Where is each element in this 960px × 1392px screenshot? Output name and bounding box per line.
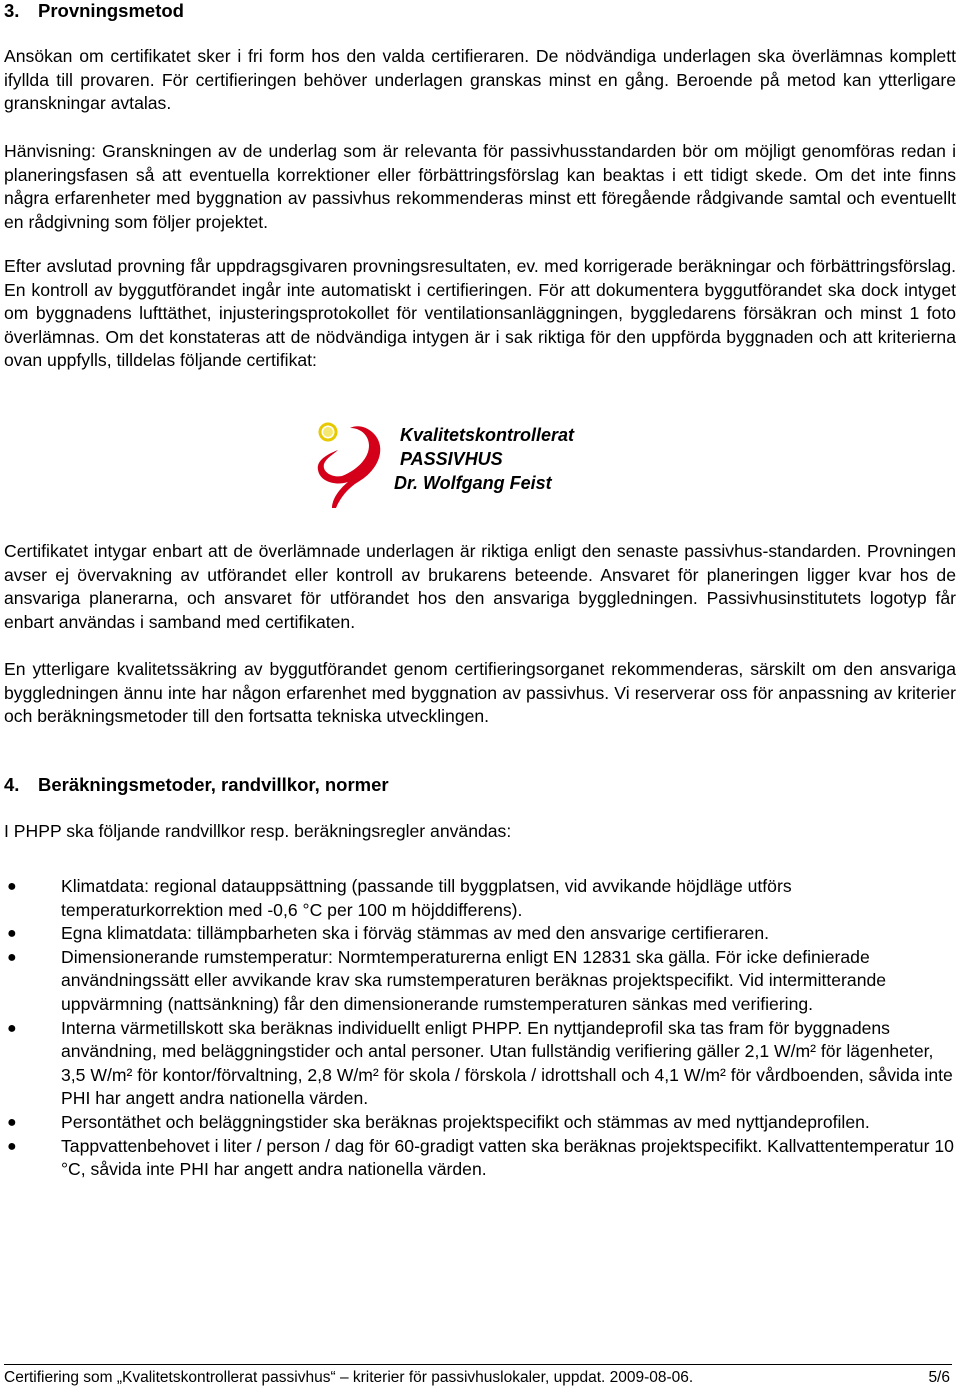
list-item: ● Persontäthet och beläggningstider ska beräknas projektspecifikt och stämmas av med nyttjandeprofilen.	[4, 1111, 956, 1135]
list-item: ● Tappvattenbehovet i liter / person / dag för 60-gradigt vatten ska beräknas projektspecifikt. Kallvattentemperatur 10 °C, såvida inte PHI har angett andra nationella värden.	[7, 1135, 954, 1180]
paragraph-reference: Hänvisning: Granskningen av de underlag som är relevanta för passivhusstandarden bör om möjligt genomföras redan i planeringsfasen så att eventuella korrektioner eller förbättringsförslag kan beaktas i ett tidigt skede. Om det inte finns några erfarenheter med byggnation av passivhus rekommenderas minst ett föregående rådgivande samtal och eventuellt en rådgivning som följer projektet.	[4, 141, 956, 232]
logo-line-3: Dr. Wolfgang Feist	[394, 473, 552, 493]
section-number: 4.	[4, 774, 20, 795]
page-footer	[4, 1368, 952, 1388]
paragraph-certificate-scope: Certifikatet intygar enbart att de överlämnade underlagen är riktiga enligt den senaste passivhus-standarden. Provningen avser ej övervakning av utförandet eller kontroll av brukarens beteende. Ansvaret för planeringen ligger kvar hos de ansvariga planerarna, och ansvaret för utförandet hos den ansvariga byggledningen. Passivhusinstitutets logotyp får enbart användas i samband med certifikaten.	[4, 541, 956, 632]
section-3-heading	[4, 0, 184, 22]
list-item: ● Klimatdata: regional datauppsättning (passande till byggplatsen, vid avvikande höjdläge utförs temperaturkorrektion med -0,6 °C per 100 m höjddifferens).	[7, 876, 792, 920]
footer-text: Certifiering som „Kvalitetskontrollerat passivhus“ – kriterier för passivhuslokaler, uppdat. 2009-08-06.	[4, 1369, 694, 1386]
list-item: ● Egna klimatdata: tillämpbarheten ska i förväg stämmas av med den ansvarige certifieraren.	[4, 922, 956, 946]
bullet-icon: ●	[7, 948, 17, 966]
logo-line-1: Kvalitetskontrollerat	[400, 425, 575, 445]
logo-line-2: PASSIVHUS	[400, 449, 503, 469]
paragraph-phpp-intro: I PHPP ska följande randvillkor resp. beräkningsregler användas:	[4, 821, 512, 841]
section-number: 3.	[4, 0, 20, 21]
section-4-heading	[4, 774, 389, 796]
paragraph-quality-assurance: En ytterligare kvalitetssäkring av byggutförandet genom certifieringsorganet rekommenderas, särskilt om den ansvariga byggledningen ännu inte har någon erfarenhet med byggnation av passivhus. Vi reserverar oss för anpassning av kriterier och beräkningsmetoder till den fortsatta tekniska utvecklingen.	[4, 659, 956, 727]
bullet-icon: ●	[7, 1113, 17, 1131]
list-item: ● Interna värmetillskott ska beräknas individuellt enligt PHPP. En nyttjandeprofil ska tas fram för byggnadens användning, med beläggningstider och antal personer. Utan fullständig verifiering gäller 2,1 W/m² för lägenheter, 3,5 W/m² för kontor/förvaltning, 2,8 W/m² för skola / förskola / idrottshall och 4,1 W/m² för vårdboenden, såvida inte PHI har angett andra nationella värden.	[7, 1017, 953, 1109]
section-title: Provningsmetod	[38, 0, 184, 21]
paragraph-after-testing: Efter avslutad provning får uppdragsgivaren provningsresultaten, ev. med korrigerade beräkningar och förbättringsförslag. En kontroll av byggutförandet ingår inte automatiskt i certifieringen. För att dokumentera byggutförandet ska dock intyget om byggnadens lufttäthet, injusteringsprotokollet för ventilationsanläggningen, byggledarens försäkran och minst 1 foto överlämnas. Om det konstateras att de nödvändiga intygen är i sak riktiga för den uppförda byggnaden och att kriterierna ovan uppfylls, tilldelas följande certifikat:	[4, 256, 956, 371]
paragraph-application: Ansökan om certifikatet sker i fri form hos den valda certifieraren. De nödvändiga underlagen ska överlämnas komplett ifyllda till provaren. För certifieringen behöver underlagen granskas minst en gång. Beroende på metod kan ytterligare granskningar avtalas.	[4, 46, 956, 114]
section-title: Beräkningsmetoder, randvillkor, normer	[38, 774, 389, 795]
bullet-icon: ●	[7, 878, 17, 895]
list-item: ● Dimensionerande rumstemperatur: Normtemperaturerna enligt EN 12831 ska gälla. För icke definierade användningssätt eller avvikande krav ska rumstemperaturen beräknas projektspecifikt. Vid intermitterande uppvärmning (nattsänkning) får den dimensionerande rumstemperaturen sänkas med verifiering.	[7, 946, 887, 1014]
page-number: 5/6	[928, 1369, 950, 1386]
bullet-icon: ●	[7, 1019, 17, 1037]
bullet-icon: ●	[7, 1137, 17, 1155]
footer-divider	[4, 1364, 952, 1365]
boundary-conditions-list	[4, 875, 956, 1182]
passivhus-certificate-logo	[310, 420, 630, 510]
bullet-icon: ●	[7, 925, 17, 943]
passivhus-emblem-icon	[310, 420, 390, 510]
